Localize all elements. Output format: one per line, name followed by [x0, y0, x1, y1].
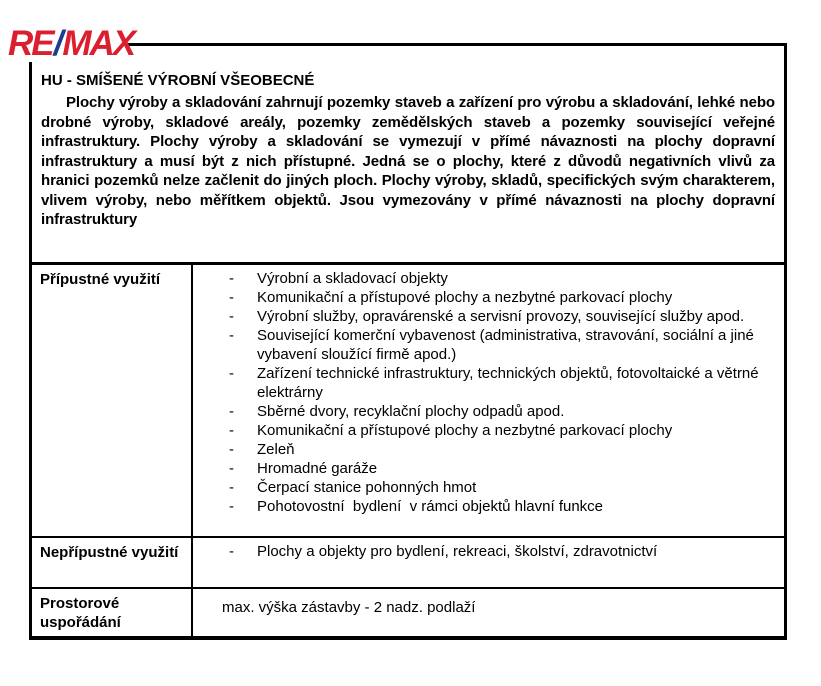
bullet-item	[193, 542, 784, 561]
bullet-dash: -	[229, 543, 234, 560]
bullet-item	[193, 269, 784, 288]
bullet-item	[193, 421, 784, 440]
bullet-item	[193, 440, 784, 459]
bullet-text: Hromadné garáže	[257, 460, 378, 477]
table-row-permissible-use	[32, 262, 784, 536]
bullet-text: Sběrné dvory, recyklační plochy odpadů apod.	[257, 403, 565, 420]
bullet-dash: -	[229, 289, 234, 306]
remax-logo-max: MAX	[62, 24, 135, 63]
bullet-item	[193, 459, 784, 478]
bullet-item	[193, 364, 784, 402]
bullet-text: Výrobní služby, opravárenské a servisní provozy, související služby apod.	[257, 308, 745, 325]
bullet-dash: -	[229, 479, 234, 496]
bullet-text: Pohotovostní bydlení v rámci objektů hlavní funkce	[257, 498, 604, 515]
bullet-text: Související komerční vybavenost (administrativa, stravování, sociální a jiné vybavení sloužící firmě apod.)	[257, 327, 759, 363]
table-row-impermissible-use	[32, 536, 784, 587]
zone-description: Plochy výroby a skladování zahrnují pozemky staveb a zařízení pro výrobu a skladování, lehké nebo drobné výroby, skladové areály, pozemky zemědělských staveb a pozemky související veřejné infrastruktury. Plochy výroby a skladování se vymezují v přímé návaznosti na plochy dopravní infrastruktury a musí být z nich přístupné. Jedná se o plochy, které z důvodů negativních vlivů za hranici pozemků nelze začlenit do jiných ploch. Plochy výroby, skladů, specifických svým charakterem, vlivem výroby, nebo měřítkem objektů. Jsou vymezovány v přímé návaznosti na plochy dopravní infrastruktury	[41, 94, 775, 228]
bullet-item	[193, 326, 784, 364]
row-label-impermissible-use: Nepřípustné využití	[32, 538, 193, 587]
bullet-text: Plochy a objekty pro bydlení, rekreaci, školství, zdravotnictví	[257, 543, 658, 560]
bullet-text: Zeleň	[257, 441, 295, 458]
bullet-text: Čerpací stanice pohonných hmot	[257, 479, 477, 496]
bullet-item	[193, 288, 784, 307]
bullet-dash: -	[229, 403, 234, 420]
remax-logo-re: RE	[8, 24, 53, 63]
bullet-text: Zařízení technické infrastruktury, technických objektů, fotovoltaické a větrné elektrárny	[257, 365, 763, 401]
row-label-permissible-use: Přípustné využití	[32, 265, 193, 536]
bullet-item	[193, 402, 784, 421]
row-label-spatial-arrangement: Prostorové uspořádání	[32, 589, 193, 636]
bullet-text: Komunikační a přístupové plochy a nezbytné parkovací plochy	[257, 422, 673, 439]
row-content-spatial-arrangement	[193, 589, 784, 636]
remax-logo	[8, 26, 134, 61]
bullet-dash: -	[229, 422, 234, 439]
bullet-text: Výrobní a skladovací objekty	[257, 270, 448, 287]
value-text: max. výška zástavby - 2 nadz. podlaží	[222, 599, 476, 616]
row-content-impermissible-use	[193, 538, 784, 587]
bullet-dash: -	[229, 441, 234, 458]
zone-heading: HU - SMÍŠENÉ VÝROBNÍ VŠEOBECNÉ	[41, 72, 315, 89]
bullet-dash: -	[229, 460, 234, 477]
bullet-dash: -	[229, 270, 234, 287]
bullet-dash: -	[229, 308, 234, 325]
bullet-item	[193, 307, 784, 326]
table-row-spatial-arrangement	[32, 587, 784, 636]
bullet-dash: -	[229, 365, 234, 382]
bullet-item	[193, 478, 784, 497]
intro-section	[32, 46, 784, 262]
bullet-text: Komunikační a přístupové plochy a nezbytné parkovací plochy	[257, 289, 673, 306]
bullet-dash: -	[229, 498, 234, 515]
zoning-document-box	[29, 43, 787, 640]
bullet-item	[193, 497, 784, 516]
bullet-dash: -	[229, 327, 234, 344]
remax-logo-slash-icon: /	[53, 24, 62, 63]
row-content-permissible-use	[193, 265, 784, 536]
